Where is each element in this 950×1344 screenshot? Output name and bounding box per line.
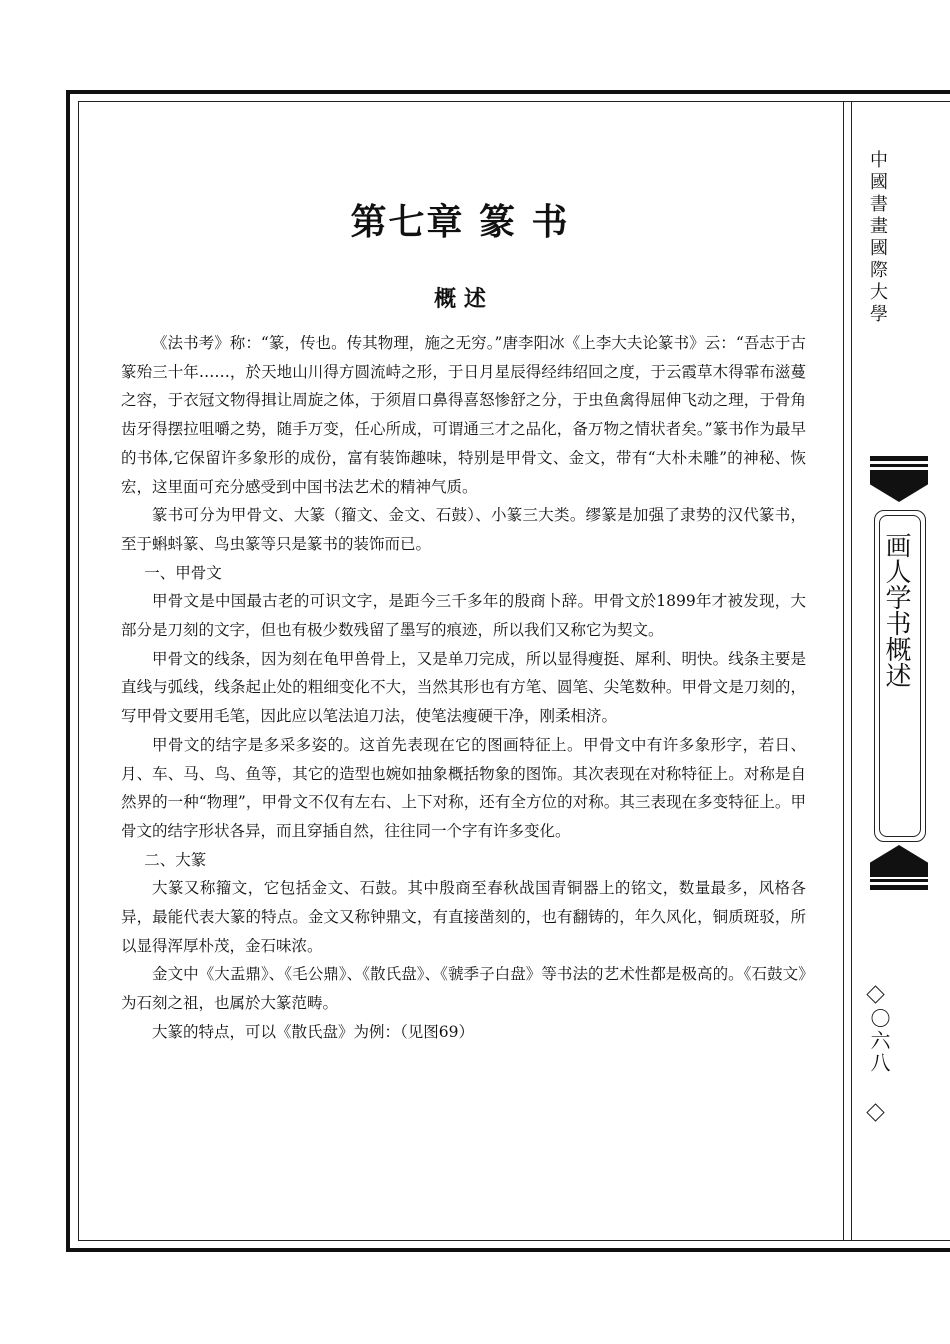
paragraph: 甲骨文的线条，因为刻在龟甲兽骨上，又是单刀完成，所以显得瘦挺、犀利、明快。线条主要是直线与弧线，线条起止处的粗细变化不大，当然其形也有方笔、圆笔、尖笔数种。甲骨文是刀刻的，写甲骨文要用毛笔，因此应以笔法追刀法，使笔法瘦硬干净，刚柔相济。 — [121, 649, 806, 726]
paragraph: 《法书考》称：“篆，传也。传其物理，施之无穷。”唐李阳冰《上李大夫论篆书》云：“吾志于古篆殆三十年……，於天地山川得方圆流峙之形，于日月星辰得经纬绍回之度，于云霞草木得霏布滋蔓之容，于衣冠文物得揖让周旋之体，于须眉口鼻得喜怒惨舒之分，于虫鱼禽得屈伸飞动之理，于骨角齿牙得摆拉咀嚼之势，随手万变，任心所成，可谓通三才之品化，备万物之情状者矣。”篆书作为最早的书体,它保留许多象形的成份，富有装饰趣味，特别是甲骨文、金文，带有“大朴未雕”的神秘、恢宏，这里面可充分感受到中国书法艺术的精神气质。 — [121, 334, 806, 496]
ornament-bar — [870, 464, 928, 467]
body-text — [121, 329, 806, 1047]
inner-left-border — [78, 101, 79, 1240]
ornament-cap-bottom — [870, 845, 928, 877]
frame-left-border — [66, 90, 70, 1252]
paragraph: 大篆又称籀文，它包括金文、石鼓。其中殷商至春秋战国青铜器上的铭文，数量最多，风格各异，最能代表大篆的特点。金文又称钟鼎文，有直接凿刻的，也有翻铸的，年久风化，铜质斑驳，所以显得浑厚朴茂，金石味浓。 — [121, 879, 806, 955]
subheading-great-seal: 二、大篆 — [144, 850, 207, 869]
column-divider — [843, 101, 844, 1240]
inner-bottom-border — [78, 1240, 950, 1241]
page-number: 〇六八 — [867, 1008, 891, 1074]
ornament-bar — [870, 879, 928, 882]
chapter-title: 第七章 篆 书 — [350, 201, 570, 243]
ornament-cap-top — [870, 470, 928, 502]
ornament-bar — [870, 885, 928, 890]
side-school-name: 中國書畫國際大學 — [867, 150, 888, 326]
side-book-title: 画人学书概述 — [881, 532, 911, 688]
paragraph: 金文中《大盂鼎》、《毛公鼎》、《散氏盘》、《虢季子白盘》等书法的艺术性都是极高的。《石鼓文》为石刻之祖，也属於大篆范畴。 — [121, 965, 806, 1013]
frame-bottom-border — [66, 1248, 950, 1252]
section-title: 概 述 — [434, 286, 486, 312]
diamond-icon — [866, 985, 884, 1003]
paragraph: 甲骨文的结字是多采多姿的。这首先表现在它的图画特征上。甲骨文中有许多象形字，若日、月、车、马、鸟、鱼等，其它的造型也婉如抽象概括物象的图饰。其次表现在对称特征上。对称是自然界的一种“物理”，甲骨文不仅有左右、上下对称，还有全方位的对称。其三表现在多变特征上。甲骨文的结字形状各异，而且穿插自然，往往同一个字有许多变化。 — [121, 735, 806, 840]
paragraph: 篆书可分为甲骨文、大篆（籀文、金文、石鼓）、小篆三大类。缪篆是加强了隶势的汉代篆书，至于蝌蚪篆、鸟虫篆等只是篆书的装饰而已。 — [121, 506, 806, 553]
subheading-oracle-bone: 一、甲骨文 — [144, 563, 222, 582]
frame-top-border — [66, 90, 950, 94]
diamond-icon — [866, 1103, 884, 1121]
paragraph: 大篆的特点，可以《散氏盘》为例：（见图69） — [152, 1022, 474, 1041]
paragraph: 甲骨文是中国最古老的可识文字，是距今三千多年的殷商卜辞。甲骨文於1899年才被发现，大部分是刀刻的文字，但也有极少数残留了墨写的痕迹，所以我们又称它为契文。 — [121, 592, 806, 640]
ornament-bar — [870, 456, 928, 461]
inner-top-border — [78, 101, 950, 102]
column-divider-secondary — [851, 101, 852, 1240]
